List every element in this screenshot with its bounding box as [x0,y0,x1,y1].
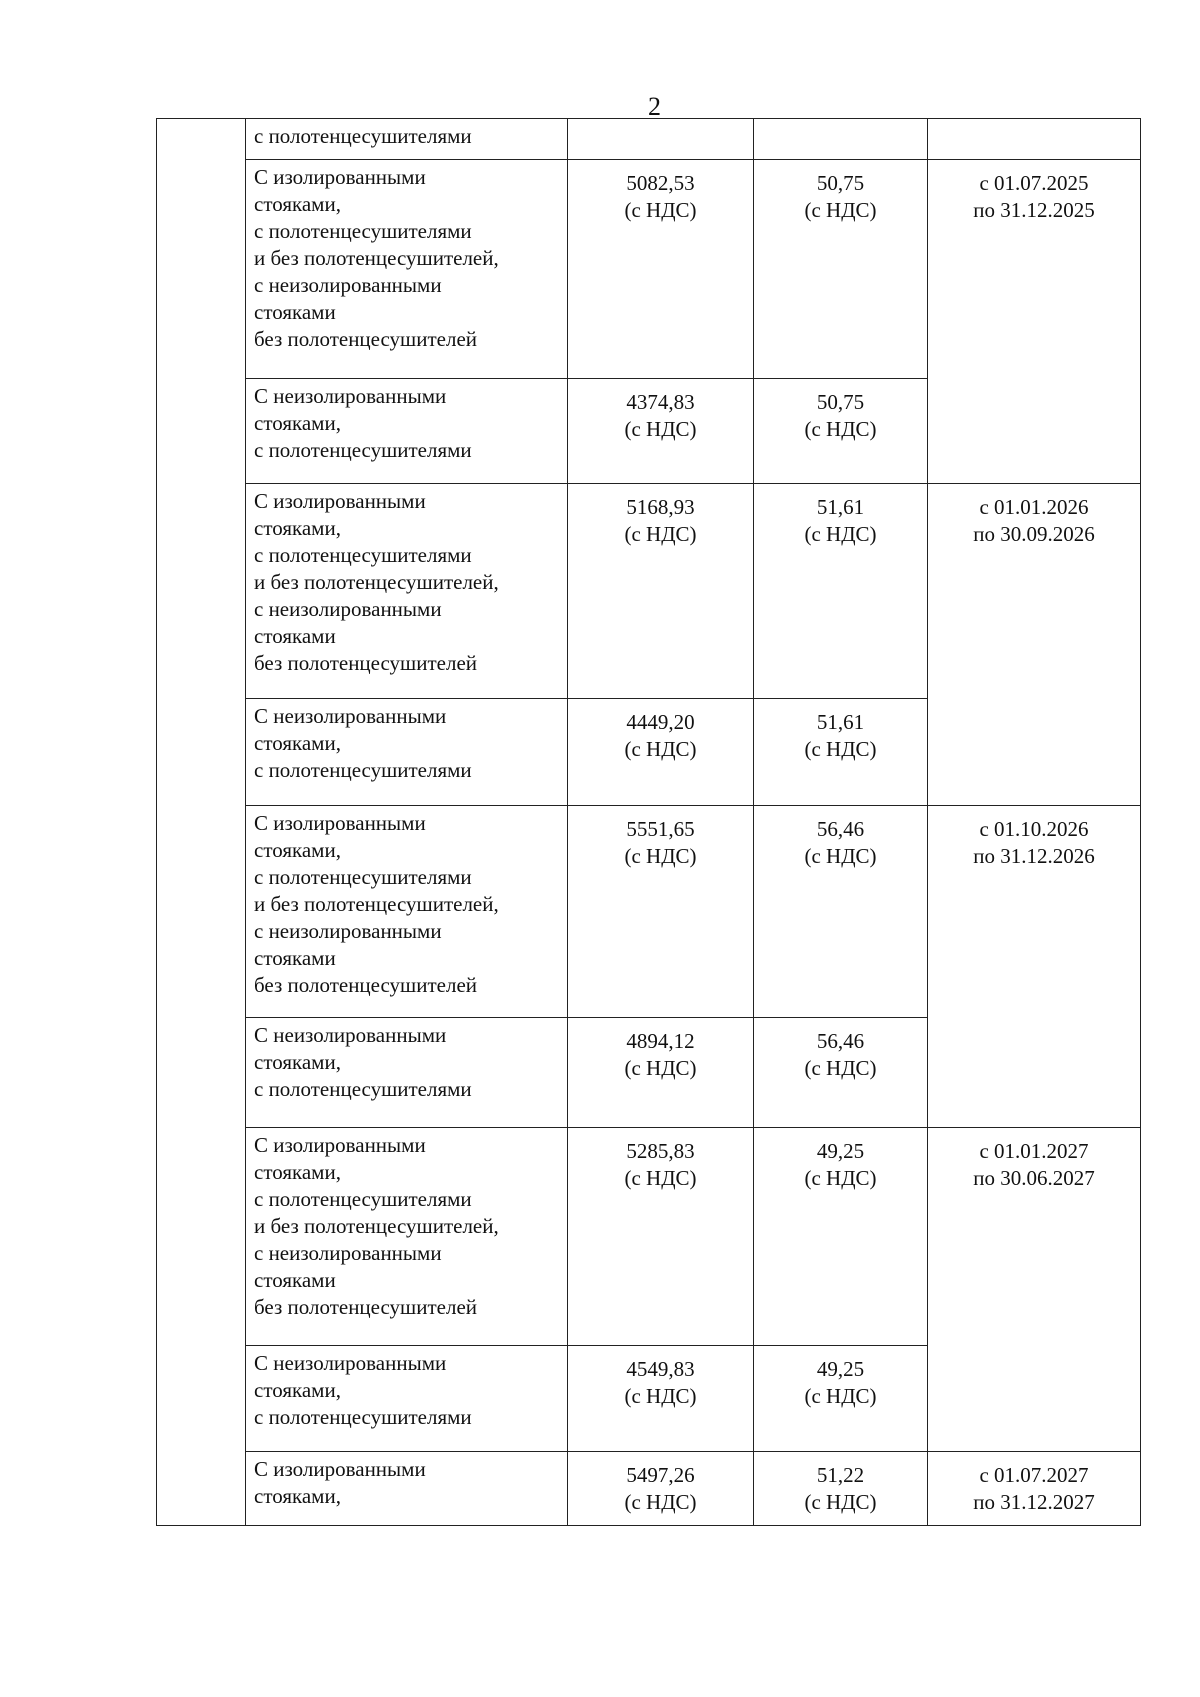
description-line: С неизолированными [254,1023,447,1047]
description-line: и без полотенцесушителей, [254,892,499,916]
price-cell [568,119,754,160]
description-line: с полотенцесушителями [254,1405,472,1429]
rate-cell-rate: 49,25 [816,1139,865,1163]
rate-cell-rate: 49,25 [816,1357,865,1381]
period-from: с 01.07.2025 [979,171,1089,195]
rate-cell [754,1346,928,1452]
description-line: с полотенцесушителями [254,1187,472,1211]
table-row [157,484,1141,699]
description-line: С неизолированными [254,384,447,408]
description-line: стояками, [254,838,341,862]
description-line: с полотенцесушителями [254,543,472,567]
description-cell [246,806,568,1018]
description-line: С изолированными [254,1133,426,1157]
rate-cell-rate-note: (с НДС) [804,1056,877,1080]
description-cell [246,699,568,806]
description-line: С изолированными [254,489,426,513]
period-cell [928,1452,1141,1526]
description-line: стояками, [254,192,341,216]
description-line: и без полотенцесушителей, [254,570,499,594]
price-cell-price: 4894,12 [626,1029,695,1053]
price-cell-price-note: (с НДС) [624,844,697,868]
price-cell-price-note: (с НДС) [624,198,697,222]
rate-cell-rate-note: (с НДС) [804,737,877,761]
rate-cell [754,119,928,160]
description-line: с полотенцесушителями [254,219,472,243]
price-cell [568,1346,754,1452]
description-line: С изолированными [254,165,426,189]
period-cell [928,119,1141,160]
description-line: стояками, [254,1484,341,1508]
rate-cell [754,699,928,806]
price-cell-price: 4374,83 [626,390,695,414]
price-cell-price: 5082,53 [626,171,695,195]
description-line: стояками [254,624,336,648]
description-line: стояками, [254,1160,341,1184]
description-cell [246,1128,568,1346]
rate-cell-rate: 56,46 [816,817,865,841]
description-line: без полотенцесушителей [254,1295,478,1319]
period-cell [928,160,1141,484]
description-line: С неизолированными [254,1351,447,1375]
price-cell [568,160,754,379]
description-cell [246,379,568,484]
description-line: и без полотенцесушителей, [254,246,499,270]
description-line: с полотенцесушителями [254,438,472,462]
description-line: с неизолированными [254,919,442,943]
price-cell-price-note: (с НДС) [624,522,697,546]
price-cell-price-note: (с НДС) [624,1056,697,1080]
period-to: по 30.06.2027 [973,1166,1095,1190]
price-cell-price-note: (с НДС) [624,417,697,441]
period-from: с 01.01.2026 [979,495,1089,519]
description-line: без полотенцесушителей [254,651,478,675]
rate-cell [754,1452,928,1526]
table-row [157,119,1141,160]
price-cell [568,699,754,806]
price-cell-price: 5497,26 [626,1463,695,1487]
price-cell [568,484,754,699]
rate-cell-rate-note: (с НДС) [804,417,877,441]
description-line: стояками [254,946,336,970]
description-line: с полотенцесушителями [254,758,472,782]
price-cell-price-note: (с НДС) [624,1166,697,1190]
price-cell-price-note: (с НДС) [624,737,697,761]
description-cell [246,1346,568,1452]
period-to: по 31.12.2025 [973,198,1095,222]
description-line: стояками, [254,411,341,435]
price-cell [568,1128,754,1346]
period-to: по 31.12.2027 [973,1490,1095,1514]
description-line: стояками [254,300,336,324]
rate-cell-rate-note: (с НДС) [804,1384,877,1408]
period-from: с 01.07.2027 [979,1463,1089,1487]
price-cell [568,379,754,484]
period-cell [928,1128,1141,1452]
description-line: с неизолированными [254,1241,442,1265]
description-line: стояками, [254,1050,341,1074]
table-row [157,1128,1141,1346]
period-cell [928,484,1141,806]
rate-cell-rate: 51,22 [816,1463,865,1487]
rate-cell [754,379,928,484]
description-line: без полотенцесушителей [254,327,478,351]
period-from: с 01.01.2027 [979,1139,1089,1163]
description-line: стояками, [254,731,341,755]
rate-cell-rate: 51,61 [816,710,865,734]
period-to: по 31.12.2026 [973,844,1095,868]
price-cell-price: 5285,83 [626,1139,695,1163]
price-cell-price: 4549,83 [626,1357,695,1381]
rate-cell [754,1128,928,1346]
rate-cell [754,806,928,1018]
price-cell-price: 5551,65 [626,817,695,841]
table-row [157,806,1141,1018]
price-cell [568,1018,754,1128]
price-cell-price: 4449,20 [626,710,695,734]
tariff-table [156,118,1141,1526]
period-cell [928,806,1141,1128]
description-cell [246,160,568,379]
price-cell-price: 5168,93 [626,495,695,519]
description-line: стояками [254,1268,336,1292]
period-to: по 30.09.2026 [973,522,1095,546]
description-line: стояками, [254,516,341,540]
rate-cell-rate-note: (с НДС) [804,1166,877,1190]
period-from: с 01.10.2026 [979,817,1089,841]
rate-cell-rate: 50,75 [816,171,865,195]
page-number: 2 [648,92,661,121]
description-line: с полотенцесушителями [254,1077,472,1101]
rate-cell-rate: 56,46 [816,1029,865,1053]
description-cell [246,1018,568,1128]
description-line: без полотенцесушителей [254,973,478,997]
row-number-cell [157,119,246,1526]
description-line: стояками, [254,1378,341,1402]
rate-cell-rate: 51,61 [816,495,865,519]
rate-cell [754,1018,928,1128]
table-row [157,1452,1141,1526]
description-line: с неизолированными [254,273,442,297]
rate-cell-rate-note: (с НДС) [804,844,877,868]
description-line: С неизолированными [254,704,447,728]
description-line: и без полотенцесушителей, [254,1214,499,1238]
description-cell [246,484,568,699]
description-line: с полотенцесушителями [254,865,472,889]
rate-cell [754,160,928,379]
price-cell-price-note: (с НДС) [624,1490,697,1514]
description-line: С изолированными [254,811,426,835]
rate-cell-rate: 50,75 [816,390,865,414]
description-line: с неизолированными [254,597,442,621]
rate-cell-rate-note: (с НДС) [804,198,877,222]
rate-cell-rate-note: (с НДС) [804,522,877,546]
description-cell [246,1452,568,1526]
rate-cell [754,484,928,699]
price-cell [568,1452,754,1526]
rate-cell-rate-note: (с НДС) [804,1490,877,1514]
description-cell [246,119,568,160]
description-line: с полотенцесушителями [254,124,472,148]
price-cell-price-note: (с НДС) [624,1384,697,1408]
price-cell [568,806,754,1018]
description-line: С изолированными [254,1457,426,1481]
table-row [157,160,1141,379]
